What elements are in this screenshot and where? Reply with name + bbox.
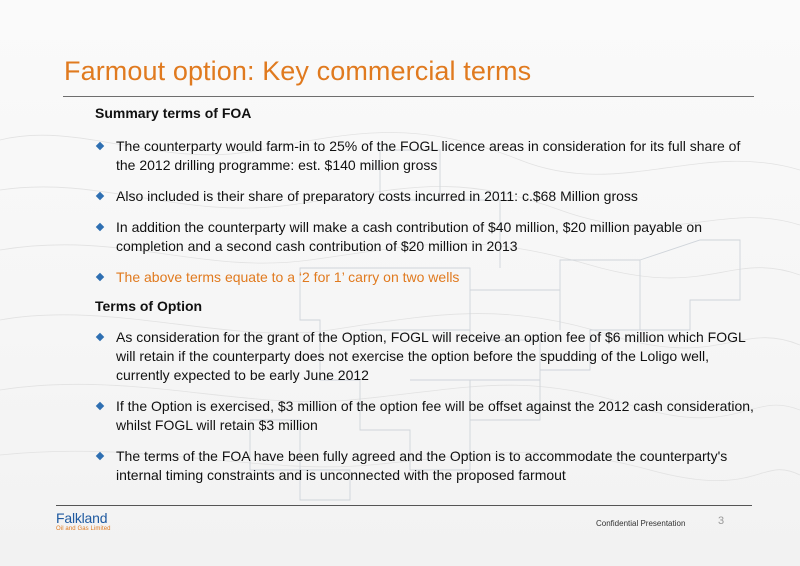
slide-content (95, 104, 755, 485)
section-heading-terms-of-option: Terms of Option (95, 298, 203, 314)
list-item (95, 328, 755, 385)
bullet-text: Also included is their share of preparatory costs incurred in 2011: c.$68 Million gross (116, 188, 638, 204)
diamond-bullet-icon (96, 402, 104, 410)
bullet-text: If the Option is exercised, $3 million of the option fee will be offset against the 2012 cash consideration, whilst FOGL will retain $3 million (116, 398, 754, 433)
bullet-text: The terms of the FOA have been fully agreed and the Option is to accommodate the counterparty's internal timing constraints and is unconnected with the proposed farmout (116, 448, 728, 483)
bullet-text: As consideration for the grant of the Option, FOGL will receive an option fee of $6 million which FOGL will retain if the counterparty does not exercise the option before the spudding of the Loligo well, currently expected to be early June 2012 (116, 329, 746, 383)
diamond-bullet-icon (96, 333, 104, 341)
diamond-bullet-icon (96, 273, 104, 281)
logo-name: Falkland (56, 510, 108, 526)
list-item (95, 447, 755, 485)
diamond-bullet-icon (96, 192, 104, 200)
footer-divider (56, 505, 752, 506)
list-item (95, 187, 755, 206)
list-item (95, 397, 755, 435)
diamond-bullet-icon (96, 452, 104, 460)
list-item (95, 137, 755, 175)
page-number: 3 (718, 515, 725, 527)
bullet-text: In addition the counterparty will make a cash contribution of $40 million, $20 million payable on completion and a second cash contribution of $20 million in 2013 (116, 219, 703, 254)
list-item (95, 218, 755, 256)
terms-of-option-list (95, 328, 755, 485)
diamond-bullet-icon (96, 223, 104, 231)
title-divider (63, 96, 754, 97)
highlighted-bullet-text: The above terms equate to a ‘2 for 1’ carry on two wells (116, 269, 460, 285)
company-logo (56, 511, 111, 533)
section-heading-summary-terms: Summary terms of FOA (95, 105, 252, 121)
summary-terms-list (95, 137, 755, 287)
logo-subtitle: Oil and Gas Limited (56, 526, 111, 532)
diamond-bullet-icon (96, 142, 104, 150)
list-item (95, 268, 755, 287)
bullet-text: The counterparty would farm-in to 25% of the FOGL licence areas in consideration for its full share of the 2012 drilling programme: est. $140 million gross (116, 138, 741, 173)
footer-confidential-label: Confidential Presentation (596, 519, 686, 528)
page-title: Farmout option: Key commercial terms (64, 56, 532, 86)
